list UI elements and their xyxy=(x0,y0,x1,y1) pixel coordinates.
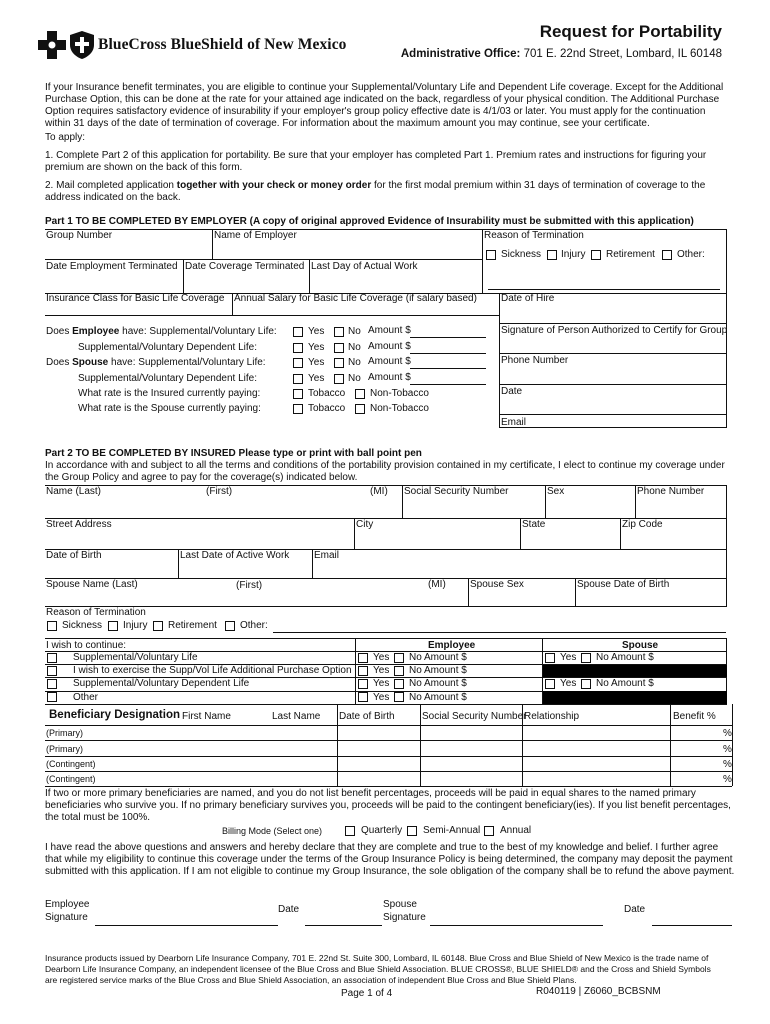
employee-date-line[interactable] xyxy=(305,925,382,926)
ben-row-primary-1: (Primary) xyxy=(46,728,83,738)
annual-salary-label: Annual Salary for Basic Life Coverage (if salary based) xyxy=(234,293,477,304)
to-apply-label: To apply: xyxy=(45,132,86,143)
q2-amount-label: Amount $ xyxy=(368,341,411,352)
opt2-emp-amount-label: No Amount $ xyxy=(409,665,467,676)
opt2-emp-no-checkbox[interactable] xyxy=(394,666,404,676)
page-number: Page 1 of 4 xyxy=(341,988,393,999)
q2-no-checkbox[interactable] xyxy=(334,343,344,353)
ben-first-name-header: First Name xyxy=(182,711,231,722)
ben-pct-2: % xyxy=(723,744,732,755)
opt3-emp-amount-label: No Amount $ xyxy=(409,678,467,689)
sex-label: Sex xyxy=(547,486,565,497)
opt2-emp-yes-checkbox[interactable] xyxy=(358,666,368,676)
employee-signature-label: Employee Signature xyxy=(45,899,90,923)
spouse-nontobacco-label: Non-Tobacco xyxy=(370,403,429,414)
q-spouse-rate: What rate is the Spouse currently paying: xyxy=(78,403,261,414)
spouse-date-label: Date xyxy=(624,904,646,915)
intro-paragraph: If your Insurance benefit terminates, you are eligible to continue your Supplemental/Voluntary Life and Dependent Life coverage. Except for the Additional Purchase Option, this can be done at the rate for your attained age indicated on the back, regardless of your physical condition. The Additional Purchase Option requires satisfactory evidence of insurability if your employer's group policy effective date is 4/1/03 or later. You must apply for the continuation within 31 days of the date of termination of coverage. For information about the maximum amount you may continue, see your certificate. xyxy=(45,82,724,129)
blue-shield-icon xyxy=(69,30,95,60)
opt4-emp-yes-checkbox[interactable] xyxy=(358,692,368,702)
p1-sickness-checkbox[interactable] xyxy=(486,250,496,260)
part1-heading: Part 1 TO BE COMPLETED BY EMPLOYER (A copy of original approved Evidence of Insurability must be submitted with this application) xyxy=(45,216,694,227)
p2-sickness-label: Sickness xyxy=(62,620,103,631)
billing-annual-label: Annual xyxy=(500,825,532,836)
opt1-emp-yes-label: Yes xyxy=(373,652,390,663)
q1-yes-checkbox[interactable] xyxy=(293,327,303,337)
date-emp-term-label: Date Employment Terminated xyxy=(46,261,178,272)
wish-continue-label: I wish to continue: xyxy=(46,640,127,651)
spouse-tobacco-checkbox[interactable] xyxy=(293,404,303,414)
opt4-emp-yes-label: Yes xyxy=(373,692,390,703)
opt1-sp-amount-label: No Amount $ xyxy=(596,652,654,663)
billing-quarterly-label: Quarterly xyxy=(361,825,403,836)
p2-phone-label: Phone Number xyxy=(637,486,705,497)
billing-quarterly-checkbox[interactable] xyxy=(345,826,355,836)
zip-label: Zip Code xyxy=(622,519,663,530)
p2-retirement-checkbox[interactable] xyxy=(153,621,163,631)
name-first-label: (First) xyxy=(206,486,233,497)
q2-yes-checkbox[interactable] xyxy=(293,343,303,353)
opt2-spouse-blocked xyxy=(543,665,727,677)
q4-amount-label: Amount $ xyxy=(368,372,411,383)
p1-phone-label: Phone Number xyxy=(501,355,569,366)
ben-pct-4: % xyxy=(723,774,732,785)
q4-yes-label: Yes xyxy=(308,373,325,384)
p2-other-label: Other: xyxy=(240,620,268,631)
opt-other-label: Other xyxy=(73,692,99,703)
form-code: R040119 | Z6060_BCBSNM xyxy=(536,986,661,997)
q3-yes-checkbox[interactable] xyxy=(293,358,303,368)
ben-row-primary-2: (Primary) xyxy=(46,744,83,754)
part2-intro: In accordance with and subject to all the terms and conditions of the portability provision contained in my certificate, I elect to continue my coverage under the Group Policy and agree to pay for the coverage(s) indicated below. xyxy=(45,460,725,483)
date-hire-label: Date of Hire xyxy=(501,293,555,304)
p1-retirement-checkbox[interactable] xyxy=(591,250,601,260)
q-spouse-supp-life: Does Spouse have: Supplemental/Voluntary Life: xyxy=(46,357,266,368)
q1-amount-label: Amount $ xyxy=(368,325,411,336)
insured-tobacco-label: Tobacco xyxy=(308,388,346,399)
ben-row-contingent-2: (Contingent) xyxy=(46,774,96,784)
opt1-emp-yes-checkbox[interactable] xyxy=(358,653,368,663)
ben-pct-3: % xyxy=(723,759,732,770)
q3-amount-label: Amount $ xyxy=(368,356,411,367)
spouse-tobacco-label: Tobacco xyxy=(308,403,346,414)
billing-mode-label: Billing Mode (Select one) xyxy=(222,826,323,836)
spouse-dob-label: Spouse Date of Birth xyxy=(577,579,670,590)
p2-injury-checkbox[interactable] xyxy=(108,621,118,631)
last-active-label: Last Date of Active Work xyxy=(180,550,290,561)
name-last-label: Name (Last) xyxy=(46,486,102,497)
p1-sickness-label: Sickness xyxy=(501,249,542,260)
ben-dob-header: Date of Birth xyxy=(339,711,395,722)
p1-date-label: Date xyxy=(501,386,523,397)
city-label: City xyxy=(356,519,374,530)
opt3-sp-yes-label: Yes xyxy=(560,678,577,689)
insurance-class-label: Insurance Class for Basic Life Coverage xyxy=(46,293,225,304)
opt-supp-life-checkbox[interactable] xyxy=(47,653,57,663)
part2-heading: Part 2 TO BE COMPLETED BY INSURED Please type or print with ball point pen xyxy=(45,448,422,459)
beneficiary-title: Beneficiary Designation xyxy=(49,709,181,721)
step-2: 2. Mail completed application together with your check or money order for the first modal premium within 31 days of termination of coverage to the address indicated on the back. xyxy=(45,180,706,203)
state-label: State xyxy=(522,519,546,530)
q1-no-checkbox[interactable] xyxy=(334,327,344,337)
q4-no-label: No xyxy=(348,373,361,384)
logo xyxy=(38,30,98,62)
spouse-signature-line[interactable] xyxy=(430,925,603,926)
p1-other-label: Other: xyxy=(677,249,705,260)
ben-benefit-header: Benefit % xyxy=(673,711,716,722)
q1-no-label: No xyxy=(348,326,361,337)
opt3-sp-no-checkbox[interactable] xyxy=(581,679,591,689)
opt-dep-life-label: Supplemental/Voluntary Dependent Life xyxy=(73,678,250,689)
q-insured-rate: What rate is the Insured currently paying: xyxy=(78,388,261,399)
q2-yes-label: Yes xyxy=(308,342,325,353)
opt1-sp-yes-label: Yes xyxy=(560,652,577,663)
q2-no-label: No xyxy=(348,342,361,353)
admin-office: Administrative Office: 701 E. 22nd Street, Lombard, IL 60148 xyxy=(400,48,722,60)
opt-other-checkbox[interactable] xyxy=(47,692,57,702)
q3-yes-label: Yes xyxy=(308,357,325,368)
dob-label: Date of Birth xyxy=(46,550,102,561)
ssn-label: Social Security Number xyxy=(404,486,509,497)
q-employee-dep-life: Supplemental/Voluntary Dependent Life: xyxy=(78,342,258,353)
p1-email-label: Email xyxy=(501,417,527,428)
ben-relationship-header: Relationship xyxy=(524,711,580,722)
opt4-emp-no-checkbox[interactable] xyxy=(394,692,404,702)
opt2-emp-yes-label: Yes xyxy=(373,665,390,676)
opt1-emp-no-checkbox[interactable] xyxy=(394,653,404,663)
footer-disclaimer: Insurance products issued by Dearborn Life Insurance Company, 701 E. 22nd St. Suite 300, Lombard, IL 60148. Blue Cross and Blue Shield of New Mexico is the trade name of Dearborn Life Insurance Company, an independent licensee of the Blue Cross and Blue Shield Association. BLUE CROSS®, BLUE SHIELD® and the Cross and Shield Symbols are registered service marks of the Blue Cross and Blue Shield Association, an association of independent Blue Cross and Blue Shield Plans. xyxy=(45,953,711,985)
reason-termination-label: Reason of Termination xyxy=(484,230,584,241)
blue-cross-icon xyxy=(38,30,66,60)
p2-retirement-label: Retirement xyxy=(168,620,217,631)
q1-yes-label: Yes xyxy=(308,326,325,337)
opt3-emp-no-checkbox[interactable] xyxy=(394,679,404,689)
opt1-sp-yes-checkbox[interactable] xyxy=(545,653,555,663)
q4-yes-checkbox[interactable] xyxy=(293,374,303,384)
q-spouse-dep-life: Supplemental/Voluntary Dependent Life: xyxy=(78,373,258,384)
opt1-sp-no-checkbox[interactable] xyxy=(581,653,591,663)
ben-pct-1: % xyxy=(723,728,732,739)
opt-apo-label: I wish to exercise the Supp/Vol Life Additional Purchase Option xyxy=(73,665,352,676)
q3-no-checkbox[interactable] xyxy=(334,358,344,368)
spouse-col-header: Spouse xyxy=(622,640,659,651)
opt3-sp-amount-label: No Amount $ xyxy=(596,678,654,689)
q3-no-label: No xyxy=(348,357,361,368)
date-cov-term-label: Date Coverage Terminated xyxy=(185,261,305,272)
opt4-spouse-blocked xyxy=(543,691,727,704)
spouse-name-label: Spouse Name (Last) xyxy=(46,579,138,590)
employee-col-header: Employee xyxy=(428,640,476,651)
opt4-emp-amount-label: No Amount $ xyxy=(409,692,467,703)
spouse-sex-label: Spouse Sex xyxy=(470,579,524,590)
spouse-mi-label: (MI) xyxy=(428,579,446,590)
opt-apo-checkbox[interactable] xyxy=(47,666,57,676)
q4-no-checkbox[interactable] xyxy=(334,374,344,384)
employee-signature-line[interactable] xyxy=(95,925,278,926)
spouse-date-line[interactable] xyxy=(652,925,732,926)
insured-nontobacco-checkbox[interactable] xyxy=(355,389,365,399)
p1-retirement-label: Retirement xyxy=(606,249,655,260)
p1-injury-checkbox[interactable] xyxy=(547,250,557,260)
p2-email-label: Email xyxy=(314,550,340,561)
p2-sickness-checkbox[interactable] xyxy=(47,621,57,631)
last-day-work-label: Last Day of Actual Work xyxy=(311,261,418,272)
declaration: I have read the above questions and answers and hereby declare that they are complete and true to the best of my knowledge and belief. I further agree that while my eligibility to continue this coverage under the terms of the Group Insurance Policy is being determined, the company may deposit the payment submitted with this application. If I am not eligible to continue my Group Insurance, the sole obligation of the company shall be to refund the above payment. xyxy=(45,842,735,877)
p2-other-checkbox[interactable] xyxy=(225,621,235,631)
opt3-sp-yes-checkbox[interactable] xyxy=(545,679,555,689)
signature-auth-label: Signature of Person Authorized to Certify for Group xyxy=(501,325,728,336)
employee-date-label: Date xyxy=(278,904,300,915)
p2-reason-label: Reason of Termination xyxy=(46,607,146,618)
insured-tobacco-checkbox[interactable] xyxy=(293,389,303,399)
insured-nontobacco-label: Non-Tobacco xyxy=(370,388,429,399)
p1-other-checkbox[interactable] xyxy=(662,250,672,260)
group-number-label: Group Number xyxy=(46,230,113,241)
beneficiary-note: If two or more primary beneficiaries are named, and you do not list benefit percentages, proceeds will be paid in equal shares to the named primary beneficiaries who survive you. If no primary beneficiary survives you, proceeds will be paid to the contingent beneficiary(ies). If you list benefit percentages, the total must be 100%. xyxy=(45,788,731,823)
billing-annual-checkbox[interactable] xyxy=(484,826,494,836)
page-title: Request for Portability xyxy=(539,22,722,41)
ben-row-contingent-1: (Contingent) xyxy=(46,759,96,769)
name-mi-label: (MI) xyxy=(370,486,388,497)
billing-semiannual-label: Semi-Annual xyxy=(423,825,481,836)
p2-injury-label: Injury xyxy=(123,620,148,631)
q-employee-supp-life: Does Employee have: Supplemental/Voluntary Life: xyxy=(46,326,277,337)
employer-name-label: Name of Employer xyxy=(214,230,297,241)
street-label: Street Address xyxy=(46,519,112,530)
p1-injury-label: Injury xyxy=(561,249,586,260)
ben-ssn-header: Social Security Number xyxy=(422,711,527,722)
opt-supp-life-label: Supplemental/Voluntary Life xyxy=(73,652,198,663)
ben-last-name-header: Last Name xyxy=(272,711,321,722)
spouse-nontobacco-checkbox[interactable] xyxy=(355,404,365,414)
step-1: 1. Complete Part 2 of this application for portability. Be sure that your employer has completed Part 1. Premium rates and instructions for figuring your premium are shown on the back of this form. xyxy=(45,150,707,173)
logo-text: BlueCross BlueShield of New Mexico xyxy=(98,36,347,53)
opt3-emp-yes-label: Yes xyxy=(373,678,390,689)
billing-semiannual-checkbox[interactable] xyxy=(407,826,417,836)
spouse-first-label: (First) xyxy=(236,580,263,591)
opt1-emp-amount-label: No Amount $ xyxy=(409,652,467,663)
spouse-signature-label: Spouse Signature xyxy=(383,899,426,923)
opt3-emp-yes-checkbox[interactable] xyxy=(358,679,368,689)
opt-dep-life-checkbox[interactable] xyxy=(47,679,57,689)
